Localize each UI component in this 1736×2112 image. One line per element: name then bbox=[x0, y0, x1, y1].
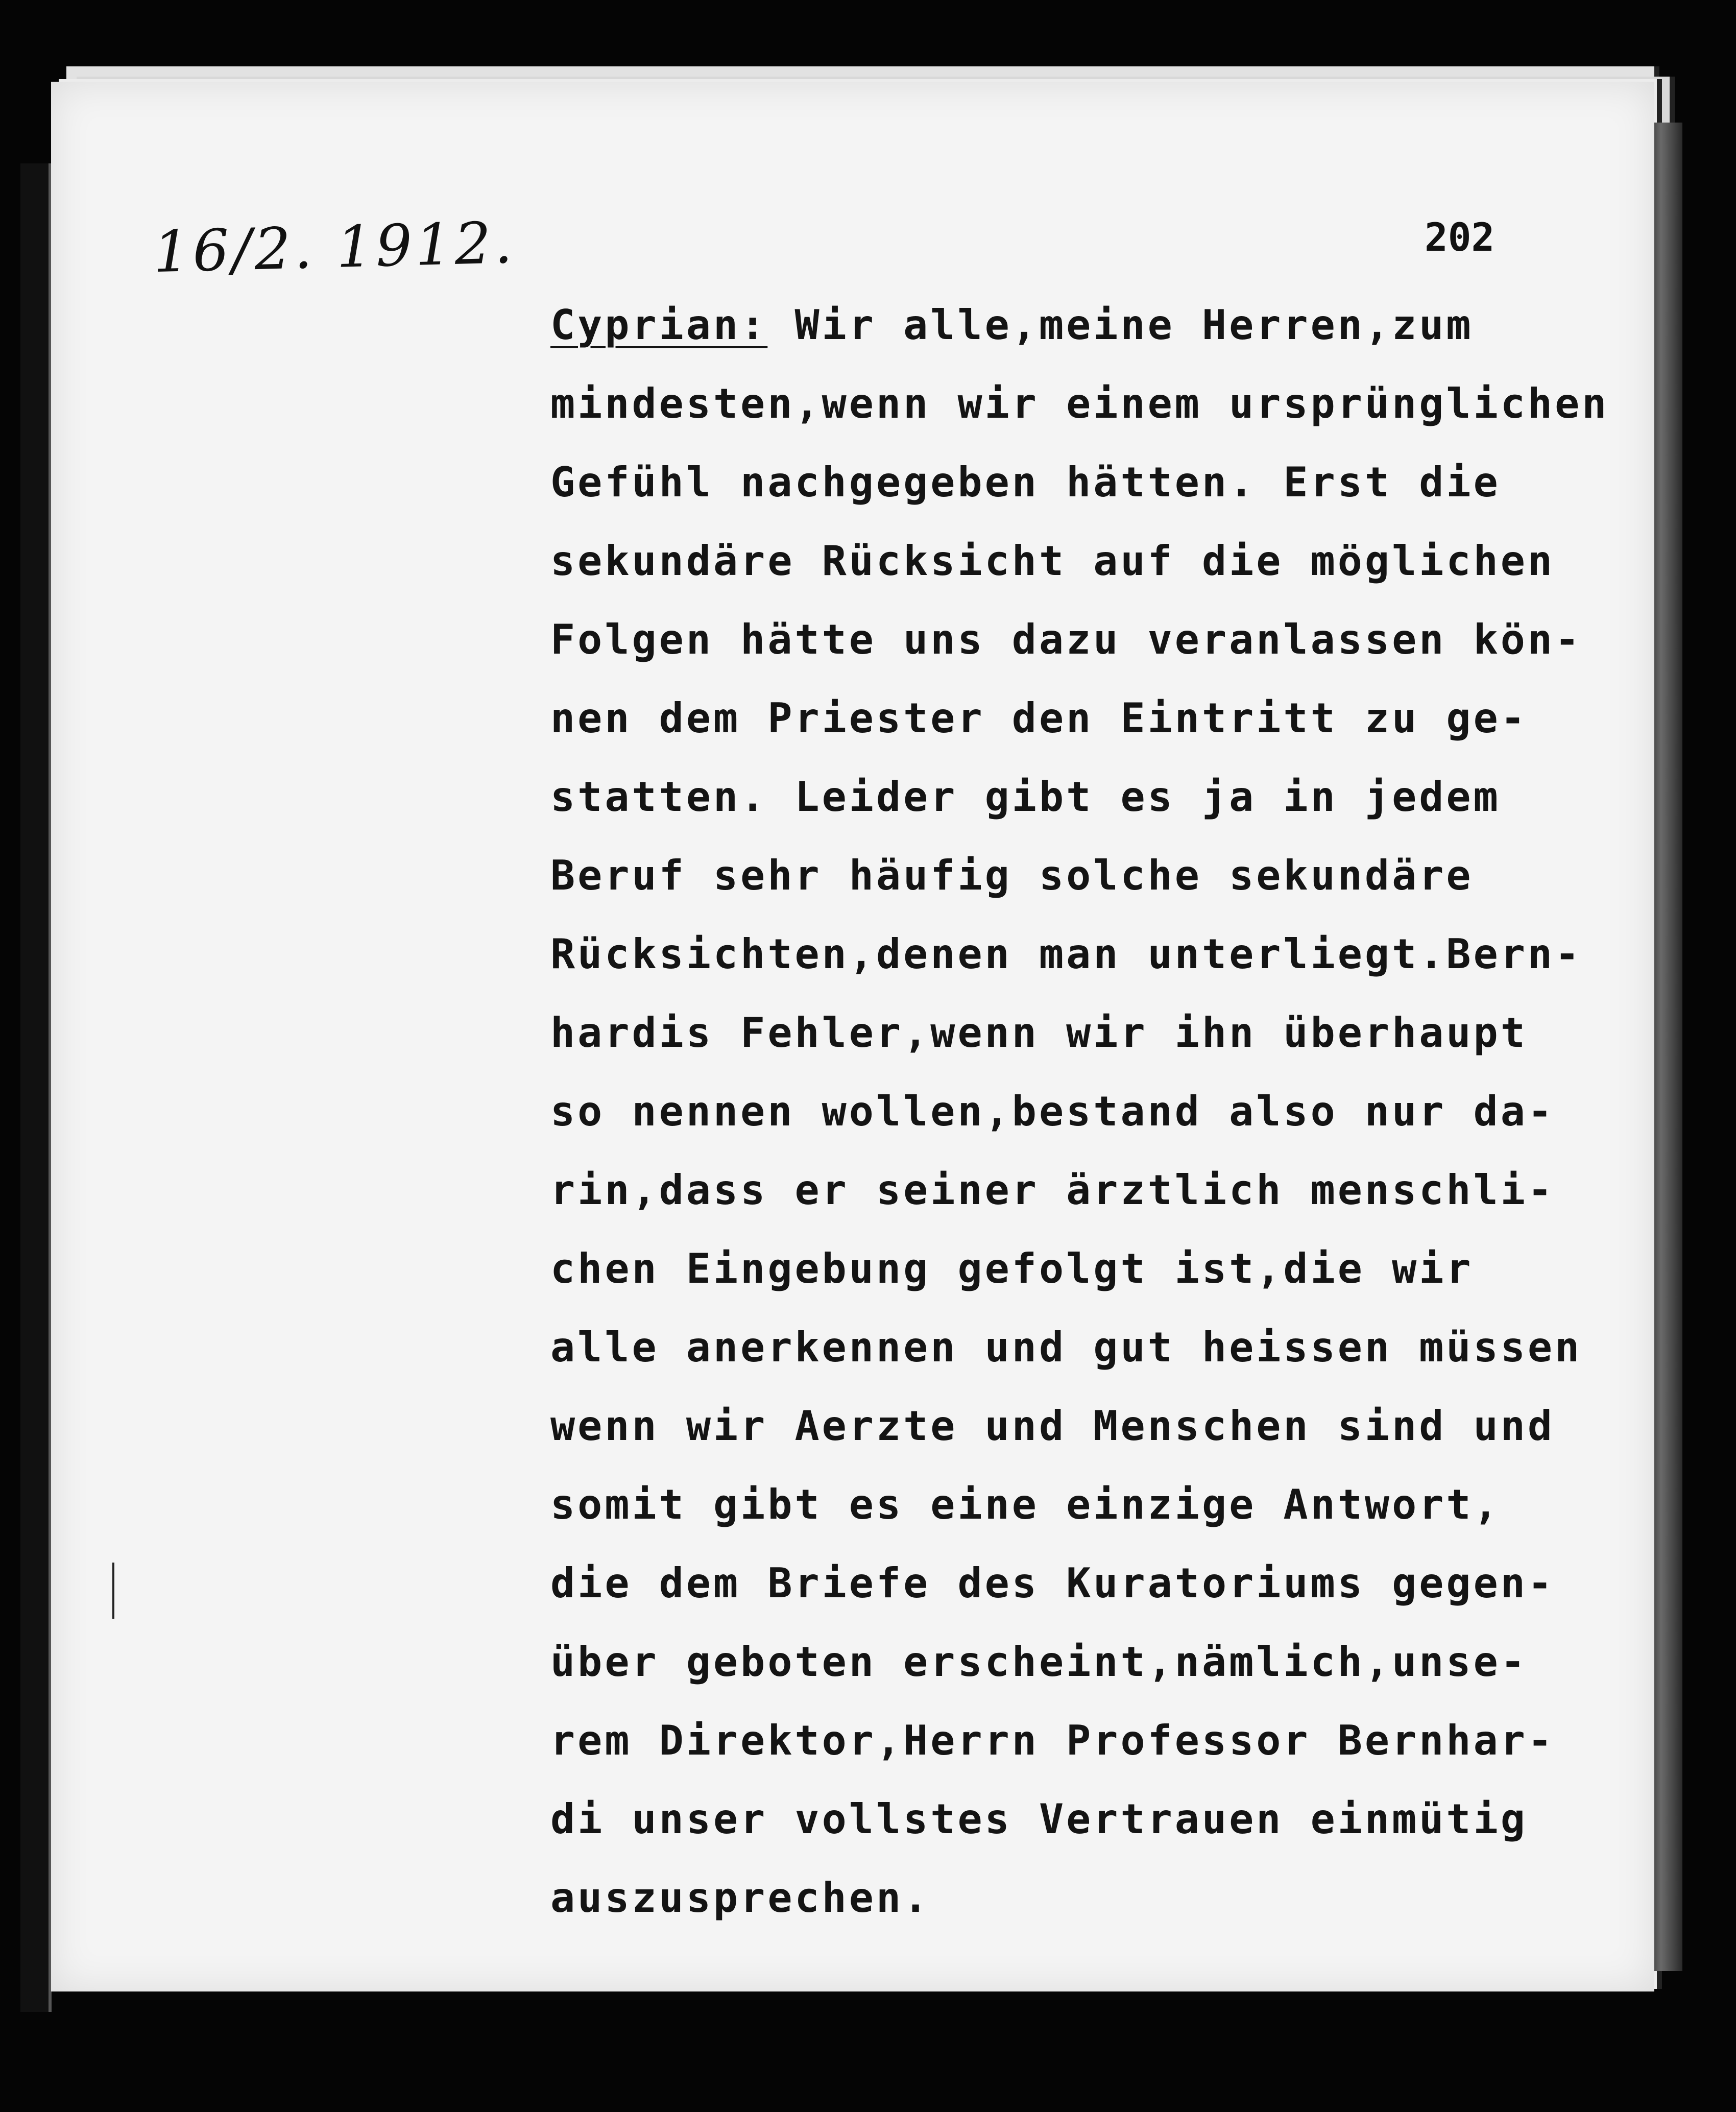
text-line: hardis Fehler,wenn wir ihn überhaupt bbox=[550, 1009, 1528, 1057]
text-line: Gefühl nachgegeben hätten. Erst die bbox=[550, 459, 1501, 506]
text-line: über geboten erscheint,nämlich,unse- bbox=[550, 1638, 1528, 1686]
text-line: rem Direktor,Herrn Professor Bernhar- bbox=[550, 1717, 1555, 1764]
text-line: die dem Briefe des Kuratoriums gegen- bbox=[550, 1559, 1555, 1607]
binding-mark bbox=[112, 1563, 114, 1619]
text-line bbox=[550, 286, 1653, 365]
text-line: so nennen wollen,bestand also nur da- bbox=[550, 1088, 1555, 1135]
text-line-content: Wir alle,meine Herren,zum bbox=[767, 301, 1474, 349]
text-line: statten. Leider gibt es ja in jedem bbox=[550, 773, 1501, 821]
text-line: di unser vollstes Vertrauen einmütig bbox=[550, 1795, 1528, 1843]
typed-text-block bbox=[550, 286, 1653, 1937]
speaker-name: Cyprian: bbox=[550, 301, 768, 349]
text-line: Beruf sehr häufig solche sekundäre bbox=[550, 852, 1474, 899]
text-line: wenn wir Aerzte und Menschen sind und bbox=[550, 1402, 1555, 1450]
text-line: Folgen hätte uns dazu veranlassen kön- bbox=[550, 616, 1582, 663]
handwritten-date: 16/2. 1912. bbox=[152, 209, 516, 286]
text-line: alle anerkennen und gut heissen müssen bbox=[550, 1324, 1582, 1371]
text-line: chen Eingebung gefolgt ist,die wir bbox=[550, 1245, 1474, 1292]
text-line: Rücksichten,denen man unterliegt.Bern- bbox=[550, 930, 1582, 978]
text-line: mindesten,wenn wir einem ursprünglichen bbox=[550, 380, 1609, 427]
text-line: nen dem Priester den Eintritt zu ge- bbox=[550, 694, 1528, 742]
page-number: 202 bbox=[1425, 214, 1495, 260]
left-film-edge bbox=[20, 163, 52, 2012]
text-line: somit gibt es eine einzige Antwort, bbox=[550, 1481, 1501, 1528]
text-line: sekundäre Rücksicht auf die möglichen bbox=[550, 537, 1555, 585]
text-line: rin,dass er seiner ärztlich menschli- bbox=[550, 1166, 1555, 1214]
text-line: auszusprechen. bbox=[550, 1874, 931, 1922]
